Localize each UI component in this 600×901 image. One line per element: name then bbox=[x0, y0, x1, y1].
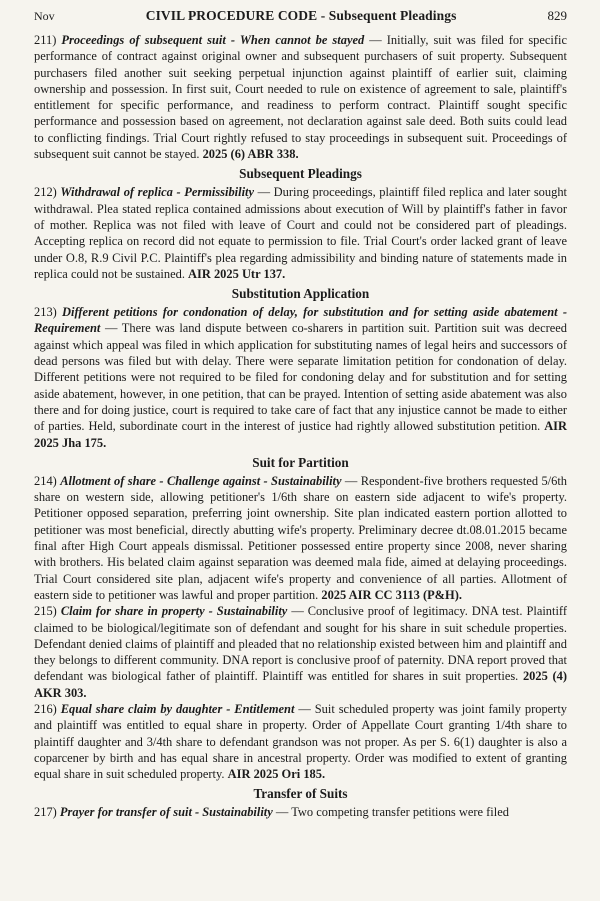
entry-citation: 2025 AIR CC 3113 (P&H). bbox=[321, 587, 462, 602]
entry-citation: AIR 2025 Ori 185. bbox=[227, 767, 326, 782]
entry-citation: AIR 2025 Utr 137. bbox=[188, 266, 286, 281]
entry-citation: 2025 (6) ABR 338. bbox=[202, 147, 299, 162]
entry-headnote: Withdrawal of replica - Permissibility bbox=[60, 185, 255, 200]
running-header bbox=[34, 8, 567, 28]
entry-citation: AIR 2025 Jha 175. bbox=[34, 419, 567, 450]
page-content bbox=[34, 32, 567, 821]
entry-number: 215) bbox=[34, 604, 57, 619]
section-heading: Subsequent Pleadings bbox=[239, 166, 362, 182]
entry-citation: 2025 (4) AKR 303. bbox=[34, 669, 567, 700]
header-title: CIVIL PROCEDURE CODE - Subsequent Pleadings bbox=[145, 8, 457, 23]
entry-215 bbox=[34, 603, 567, 701]
entry-214 bbox=[34, 473, 567, 603]
entry-number: 212) bbox=[34, 185, 57, 200]
entry-text: — Two competing transfer petitions were filed bbox=[272, 805, 509, 820]
entry-headnote: Different petitions for condonation of delay, for substitution and for setting aside abatement - Requirement bbox=[34, 305, 568, 336]
entry-text: — Suit scheduled property was joint family property and plaintiff was entitled to equal share in property. Order of Appellate Court granting 1/4th share to plaintiff daughter and 3/4th share to defendant grandson was not proper. As per S. 6(1) daughter is also a coparcener by birth and has equal share in ancestral property. Order was modified to extent of granting equal share in suit scheduled property. bbox=[34, 701, 568, 782]
entry-text: — There was land dispute between co-sharers in partition suit. Partition suit was decreed against which appeal was filed in which application for substituting names of legal heirs and successors of dead persons was filed but with delay. There were separate limitation petition for condonation of delay. Different petitions were not required to be filed for condoning delay and for substitution and for setting aside abatement, however, in one petition, that can be prayed. Intention of setting aside abatement was also there and for doing justice, court is required to take care of fact that any injustice cannot be made to either of parties. Held, subordinate court in the interest of justice had rightly allowed substitution petition. bbox=[34, 321, 567, 434]
entry-text: — Respondent-five brothers requested 5/6th share on western side, allowing petitioner's 1/6th share on eastern side adjacent to wife's property. Petitioner opposed separation, preferring joint ownership. Site plan indicated eastern portion allotted to petitioner was most beneficial, directly abutting wife's property. Preliminary decree dt.08.01.2015 became final after High Court appeals dismissal. Petitioner possessed entire property since 2008, never sharing with brothers. His belated claim against separation was deemed mala fide, aimed at delaying proceedings. Trial Court considered site plan, adjacent wife's property and convenience of all parties. Allotment of eastern side to petitioner was lawful and proper partition. bbox=[34, 473, 568, 602]
entry-number: 217) bbox=[34, 805, 57, 820]
entry-213 bbox=[34, 304, 567, 451]
entry-headnote: Proceedings of subsequent suit - When cannot be stayed bbox=[61, 33, 365, 47]
entry-number: 214) bbox=[34, 473, 57, 488]
entry-headnote: Equal share claim by daughter - Entitlement bbox=[60, 701, 295, 716]
page-number: 829 bbox=[547, 8, 567, 23]
entry-217 bbox=[34, 804, 567, 820]
entry-text: — Initially, suit was filed for specific performance of contract against original owner and subsequent purchasers of suit property. Subsequent purchasers filed another suit seeking perpetual injunction against plaintiff of earlier suit, claiming ownership and possession. In first suit, Court needed to rule on existence of agreement to sale, plaintiff's entitlement for specific performance, and readiness to perform contract. Plaintiff sought specific performance and possession based on agreement, not declaration against sale deed. Both suits could lead to conflicting findings. Trial Court rightly refused to stay proceedings in subsequent suit. Proceedings of subsequent suit cannot be stayed. bbox=[34, 33, 568, 162]
entry-number: 216) bbox=[34, 701, 57, 716]
entry-211 bbox=[34, 32, 567, 162]
entry-headnote: Prayer for transfer of suit - Sustainability bbox=[59, 805, 273, 820]
entry-number: 211) bbox=[34, 33, 57, 47]
entry-216 bbox=[34, 701, 567, 782]
entry-text: — Conclusive proof of legitimacy. DNA test. Plaintiff claimed to be biological/legitimate son of defendant and sought for his share in suit schedule properties. Defendant denied claims of plaintiff and pleaded that no relationship existed between him and plaintiff and they belongs to different community. DNA report is conclusive proof of paternity. DNA report proved that defendant was biological father of plaintiff. Plaintiff was entitled for shares in suit properties. bbox=[34, 604, 567, 684]
entry-212 bbox=[34, 184, 567, 282]
header-month: Nov bbox=[34, 9, 55, 23]
section-heading: Substitution Application bbox=[231, 286, 370, 302]
entry-text: — During proceedings, plaintiff filed replica and later sought withdrawal. Plea stated replica contained admissions about execution of Will by plaintiff's father in favor of mother. Replica was not filed with leave of Court and could not be considered part of pleadings. Accepting replica on record did not equate to permission to file. Trial Court's order lacked grant of leave under O.8, R.9 Civil P.C. Plaintiff's plea regarding admissibility and binding nature of statements made in replica could not be sustained. bbox=[34, 185, 568, 281]
section-heading: Transfer of Suits bbox=[253, 786, 348, 802]
entry-number: 213) bbox=[34, 305, 57, 320]
entry-headnote: Claim for share in property - Sustainability bbox=[60, 604, 288, 619]
entry-headnote: Allotment of share - Challenge against - Sustainability bbox=[60, 473, 342, 488]
section-heading: Suit for Partition bbox=[252, 454, 349, 470]
